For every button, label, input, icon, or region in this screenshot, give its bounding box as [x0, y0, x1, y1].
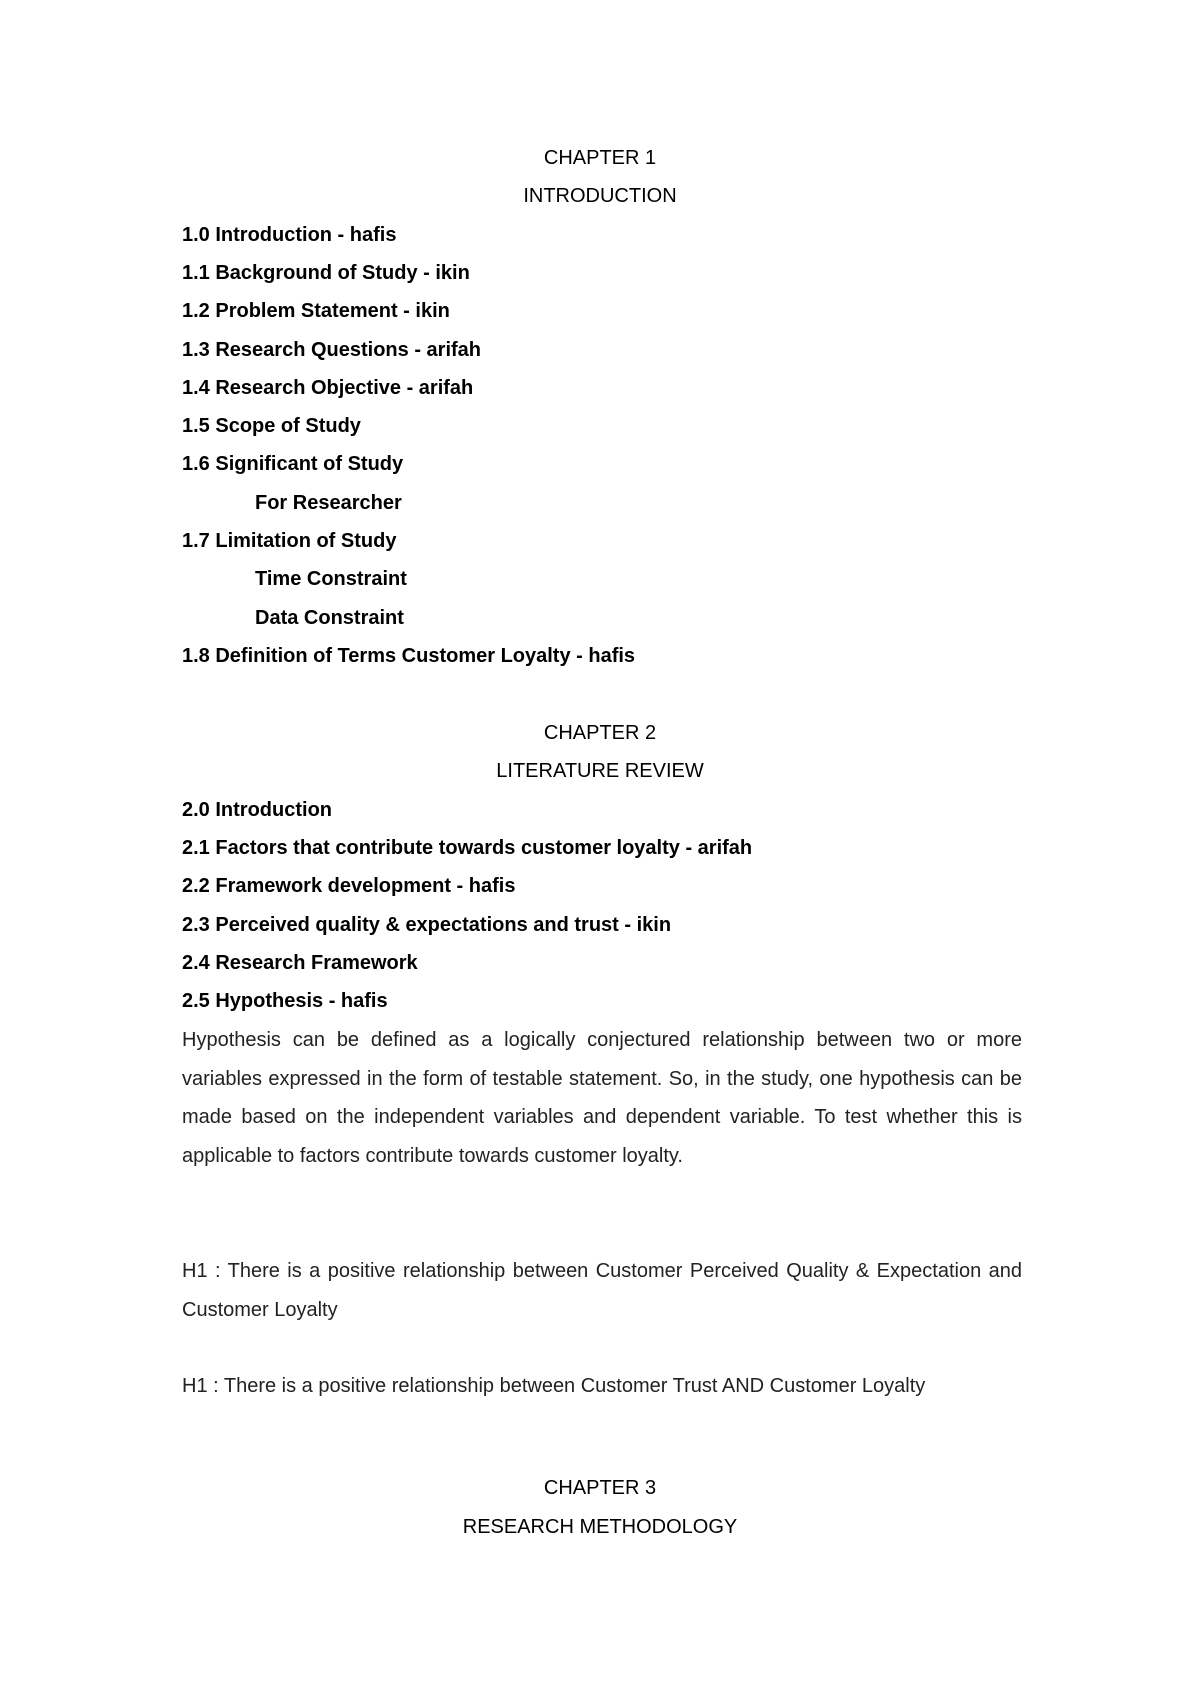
chapter-2-title: LITERATURE REVIEW — [496, 760, 704, 782]
toc-item: 1.6 Significant of Study — [182, 453, 404, 475]
hypothesis-h1-trust: H1 : There is a positive relationship between Customer Trust AND Customer Loyalty — [182, 1375, 926, 1397]
toc-subitem: Data Constraint — [255, 607, 404, 629]
chapter-3-title: RESEARCH METHODOLOGY — [462, 1516, 738, 1538]
toc-item: 1.0 Introduction - hafis — [182, 224, 397, 246]
toc-item: 1.1 Background of Study - ikin — [182, 262, 470, 284]
toc-item: 2.2 Framework development - hafis — [182, 875, 516, 897]
chapter-1-title: INTRODUCTION — [523, 185, 677, 207]
toc-item: 1.2 Problem Statement - ikin — [182, 300, 450, 322]
toc-item: 1.4 Research Objective - arifah — [182, 377, 474, 399]
toc-subitem: Time Constraint — [255, 568, 407, 590]
toc-subitem: For Researcher — [255, 492, 402, 514]
toc-item: 2.5 Hypothesis - hafis — [182, 990, 388, 1012]
toc-item: 1.7 Limitation of Study — [182, 530, 397, 552]
toc-item: 2.4 Research Framework — [182, 952, 418, 974]
toc-item: 1.3 Research Questions - arifah — [182, 339, 482, 361]
chapter-2-number: CHAPTER 2 — [543, 722, 657, 744]
hypothesis-paragraph: Hypothesis can be defined as a logically conjectured relationship between two or more variables expressed in the form of testable statement. So, in the study, one hypothesis can be made based on the independent variables and dependent variable. To test whether this is applicable to factors contribute towards customer loyalty. — [182, 1029, 1022, 1167]
toc-item: 2.3 Perceived quality & expectations and trust - ikin — [182, 914, 672, 936]
toc-item: 2.1 Factors that contribute towards customer loyalty - arifah — [182, 837, 753, 859]
toc-item: 1.5 Scope of Study — [182, 415, 361, 437]
toc-item: 1.8 Definition of Terms Customer Loyalty - hafis — [182, 645, 636, 667]
toc-item: 2.0 Introduction — [182, 799, 332, 821]
chapter-3-number: CHAPTER 3 — [543, 1477, 657, 1499]
chapter-1-number: CHAPTER 1 — [543, 147, 657, 169]
hypothesis-h1-quality: H1 : There is a positive relationship between Customer Perceived Quality & Expectation and Customer Loyalty — [182, 1260, 1022, 1321]
